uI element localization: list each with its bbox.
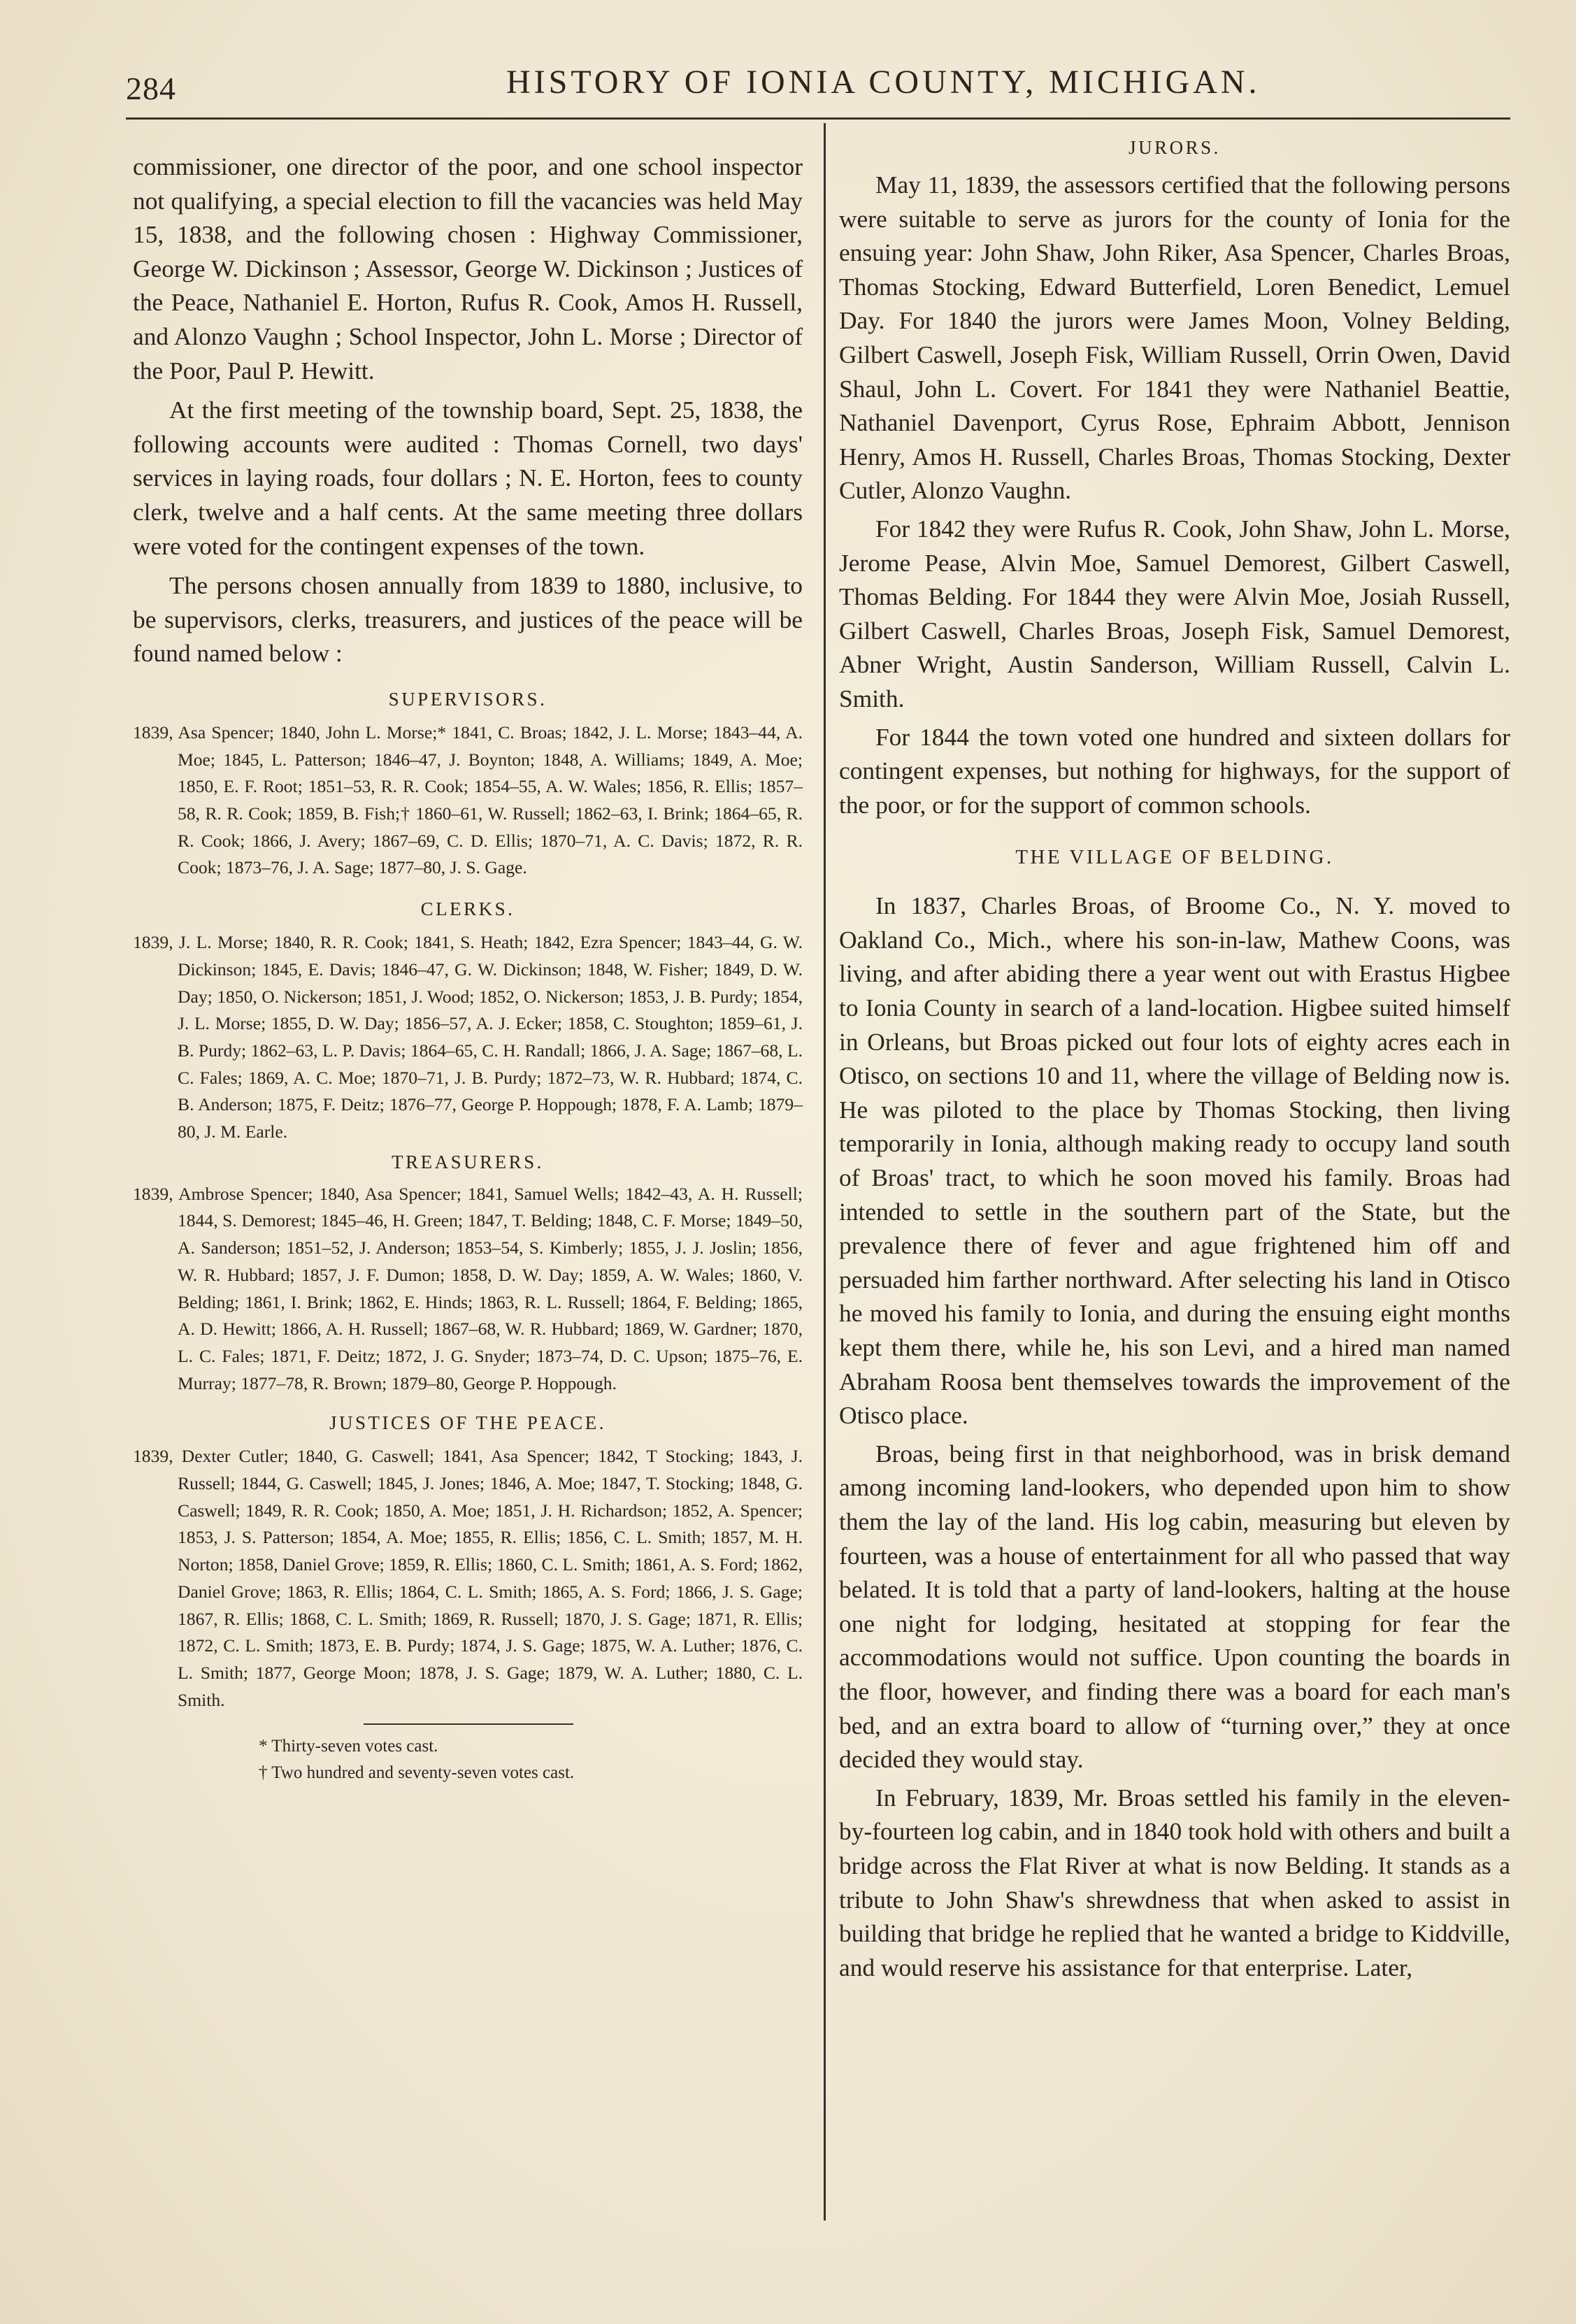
heading-jurors: JURORS. (1129, 137, 1221, 158)
paragraph-bridge: In February, 1839, Mr. Broas settled his family in the eleven-by-fourteen log cabin, and in 1840 took hold with others and built a bridge across the Flat River at what is now Belding. It stands as a tribute to John Shaw's shrewdness that when asked to assist in building that bridge he replied that he wanted a bridge to Kiddville, and would reserve his assistance for that enterprise. Later, (839, 1783, 1510, 1981)
heading-justices: JUSTICES OF THE PEACE. (329, 1412, 607, 1434)
heading-supervisors: SUPERVISORS. (388, 688, 547, 710)
page-header (126, 59, 1510, 105)
right-column (839, 123, 1510, 1984)
paragraph-officers-intro: The persons chosen annually from 1839 to 1880, inclusive, to be supervisors, clerks, treasurers, and justices of the peace will be found named below : (133, 571, 803, 668)
paragraph-broas-arrival: In 1837, Charles Broas, of Broome Co., N. Y. moved to Oakland Co., Mich., where his son-in-law, Mathew Coons, was living, and after abiding there a year went out with Erastus Higbee to Ionia County in search of a land-location. Higbee suited himself in Orleans, but Broas picked out four lots of eighty acres each in Otisco, on sections 10 and 11, where the village of Belding now is. He was piloted to the place by Thomas Stocking, then living temporarily in Ionia, although making ready to occupy land south of Broas' tract, to which he soon moved his family. Broas had intended to settle in the southern part of the State, but the prevalence there of fever and ague frightened him off and persuaded him farther northward. After selecting his land in Otisco he moved his family to Ionia, and during the ensuing eight months kept them there, while he, his son Levi, and a hired man named Abraham Roosa bent themselves towards the improvement of the Otisco place. (839, 891, 1510, 1430)
left-column (133, 123, 803, 1786)
column-divider (824, 123, 826, 2221)
paragraph-special-election: commissioner, one director of the poor, and one school inspector not qualifying, a special election to fill the vacancies was held May 15, 1838, and the following chosen : Highway Commissioner, George W. Dickinson ; Assessor, George W. Dickinson ; Justices of the Peace, Nathaniel E. Horton, Rufus R. Cook, Amos H. Russell, and Alonzo Vaughn ; School Inspector, John L. Morse ; Director of the Poor, Paul P. Hewitt. (133, 152, 803, 385)
running-title: HISTORY OF IONIA COUNTY, MICHIGAN. (506, 64, 1261, 101)
page-number: 284 (126, 71, 176, 106)
list-treasurers: 1839, Ambrose Spencer; 1840, Asa Spencer; 1841, Samuel Wells; 1842–43, A. H. Russell; 1844, S. Demorest; 1845–46, H. Green; 1847, T. Belding; 1848, C. F. Morse; 1849–50, A. Sanderson; 1851–52, J. Anderson; 1853–54, S. Kimberly; 1855, J. J. Joslin; 1856, W. R. Hubbard; 1857, J. F. Dumon; 1858, D. W. Day; 1859, A. W. Wales; 1860, V. Belding; 1861, I. Brink; 1862, E. Hinds; 1863, R. L. Russell; 1864, F. Belding; 1865, A. D. Hewitt; 1866, A. H. Russell; 1867–68, W. R. Hubbard; 1869, W. Gardner; 1870, L. C. Fales; 1871, F. Deitz; 1872, J. G. Snyder; 1873–74, D. C. Upson; 1875–76, E. Murray; 1877–78, R. Brown; 1879–80, George P. Hoppough. (133, 1183, 803, 1393)
paragraph-township-board: At the first meeting of the township board, Sept. 25, 1838, the following accounts were audited : Thomas Cornell, two days' services in laying roads, four dollars ; N. E. Horton, fees to county clerk, twelve and a half cents. At the same meeting three dollars were voted for the contingent expenses of the town. (133, 396, 803, 560)
list-justices: 1839, Dexter Cutler; 1840, G. Caswell; 1841, Asa Spencer; 1842, T Stocking; 1843, J. Russell; 1844, G. Caswell; 1845, J. Jones; 1846, A. Moe; 1847, T. Stocking; 1848, G. Caswell; 1849, R. R. Cook; 1850, A. Moe; 1851, J. H. Richardson; 1852, A. Spencer; 1853, J. S. Patterson; 1854, A. Moe; 1855, R. Ellis; 1856, C. L. Smith; 1857, M. H. Norton; 1858, Daniel Grove; 1859, R. Ellis; 1860, C. L. Smith; 1861, A. S. Ford; 1862, Daniel Grove; 1863, R. Ellis; 1864, C. L. Smith; 1865, A. S. Ford; 1866, J. S. Gage; 1867, R. Ellis; 1868, C. L. Smith; 1869, R. Russell; 1870, J. S. Gage; 1871, R. Ellis; 1872, C. L. Smith; 1873, E. B. Purdy; 1874, J. S. Gage; 1875, W. A. Luther; 1876, C. L. Smith; 1877, George Moon; 1878, J. S. Gage; 1879, W. A. Luther; 1880, C. L. Smith. (133, 1446, 803, 1710)
heading-village-of-belding: THE VILLAGE OF BELDING. (1015, 846, 1334, 869)
heading-treasurers: TREASURERS. (392, 1151, 544, 1172)
paragraph-log-cabin: Broas, being first in that neighborhood, was in brisk demand among incoming land-lookers, who depended upon him to show them the lay of the land. His log cabin, measuring but eleven by fourteen, was a house of entertainment for all who passed that way belated. It is told that a party of land-lookers, halting at the house one night for lodging, hesitated at stopping for fear the accommodations would not suffice. Upon counting the boards in the floor, however, and finding there was a board for each man's bed, and an extra board to allow of “turning over,” they at once decided they would stay. (839, 1439, 1510, 1774)
list-clerks: 1839, J. L. Morse; 1840, R. R. Cook; 1841, S. Heath; 1842, Ezra Spencer; 1843–44, G. W. Dickinson; 1845, E. Davis; 1846–47, G. W. Dickinson; 1848, W. Fisher; 1849, D. W. Day; 1850, O. Nickerson; 1851, J. Wood; 1852, O. Nickerson; 1853, J. B. Purdy; 1854, J. L. Morse; 1855, D. W. Day; 1856–57, A. J. Ecker; 1858, C. Stoughton; 1859–61, J. B. Purdy; 1862–63, L. P. Davis; 1864–65, C. H. Randall; 1866, J. A. Sage; 1867–68, L. C. Fales; 1869, A. C. Moe; 1870–71, J. B. Purdy; 1872–73, W. R. Hubbard; 1874, C. B. Anderson; 1875, F. Deitz; 1876–77, George P. Hoppough; 1878, F. A. Lamb; 1879–80, J. M. Earle. (133, 932, 803, 1142)
heading-clerks: CLERKS. (420, 898, 515, 920)
header-rule (126, 117, 1510, 120)
footnote-thirty-seven: * Thirty-seven votes cast. (259, 1737, 438, 1756)
paragraph-jurors-1839-1841: May 11, 1839, the assessors certified that the following persons were suitable to serve as jurors for the county of Ionia for the ensuing year: John Shaw, John Riker, Asa Spencer, Charles Broas, Thomas Stocking, Edward Butterfield, Loren Benedict, Lemuel Day. For 1840 the jurors were James Moon, Volney Belding, Gilbert Caswell, Joseph Fisk, William Russell, Orrin Owen, David Shaul, John L. Covert. For 1841 they were Nathaniel Beattie, Nathaniel Davenport, Cyrus Rose, Ephraim Abbott, Jennison Henry, Amos H. Russell, Charles Broas, Thomas Stocking, Dexter Cutler, Alonzo Vaughn. (839, 171, 1510, 505)
footnote-rule (364, 1723, 573, 1725)
footnote-two-hundred: † Two hundred and seventy-seven votes cast. (259, 1763, 575, 1783)
paragraph-town-vote: For 1844 the town voted one hundred and sixteen dollars for contingent expenses, but nothing for highways, for the support of the poor, or for the support of common schools. (839, 722, 1510, 819)
list-supervisors: 1839, Asa Spencer; 1840, John L. Morse;* 1841, C. Broas; 1842, J. L. Morse; 1843–44, A. Moe; 1845, L. Patterson; 1846–47, J. Boynton; 1848, A. Williams; 1849, A. Moe; 1850, E. F. Root; 1851–53, R. R. Cook; 1854–55, A. W. Wales; 1856, R. Ellis; 1857–58, R. R. Cook; 1859, B. Fish;† 1860–61, W. Russell; 1862–63, I. Brink; 1864–65, R. R. Cook; 1866, J. Avery; 1867–69, C. D. Ellis; 1870–71, A. C. Davis; 1872, R. R. Cook; 1873–76, J. A. Sage; 1877–80, J. S. Gage. (133, 722, 803, 878)
paragraph-jurors-1842-1844: For 1842 they were Rufus R. Cook, John Shaw, John L. Morse, Jerome Pease, Alvin Moe, Samuel Demorest, Gilbert Caswell, Thomas Belding. For 1844 they were Alvin Moe, Josiah Russell, Gilbert Caswell, Charles Broas, Joseph Fisk, Samuel Demorest, Abner Wright, Austin Sanderson, William Russell, Calvin L. Smith. (839, 514, 1510, 712)
